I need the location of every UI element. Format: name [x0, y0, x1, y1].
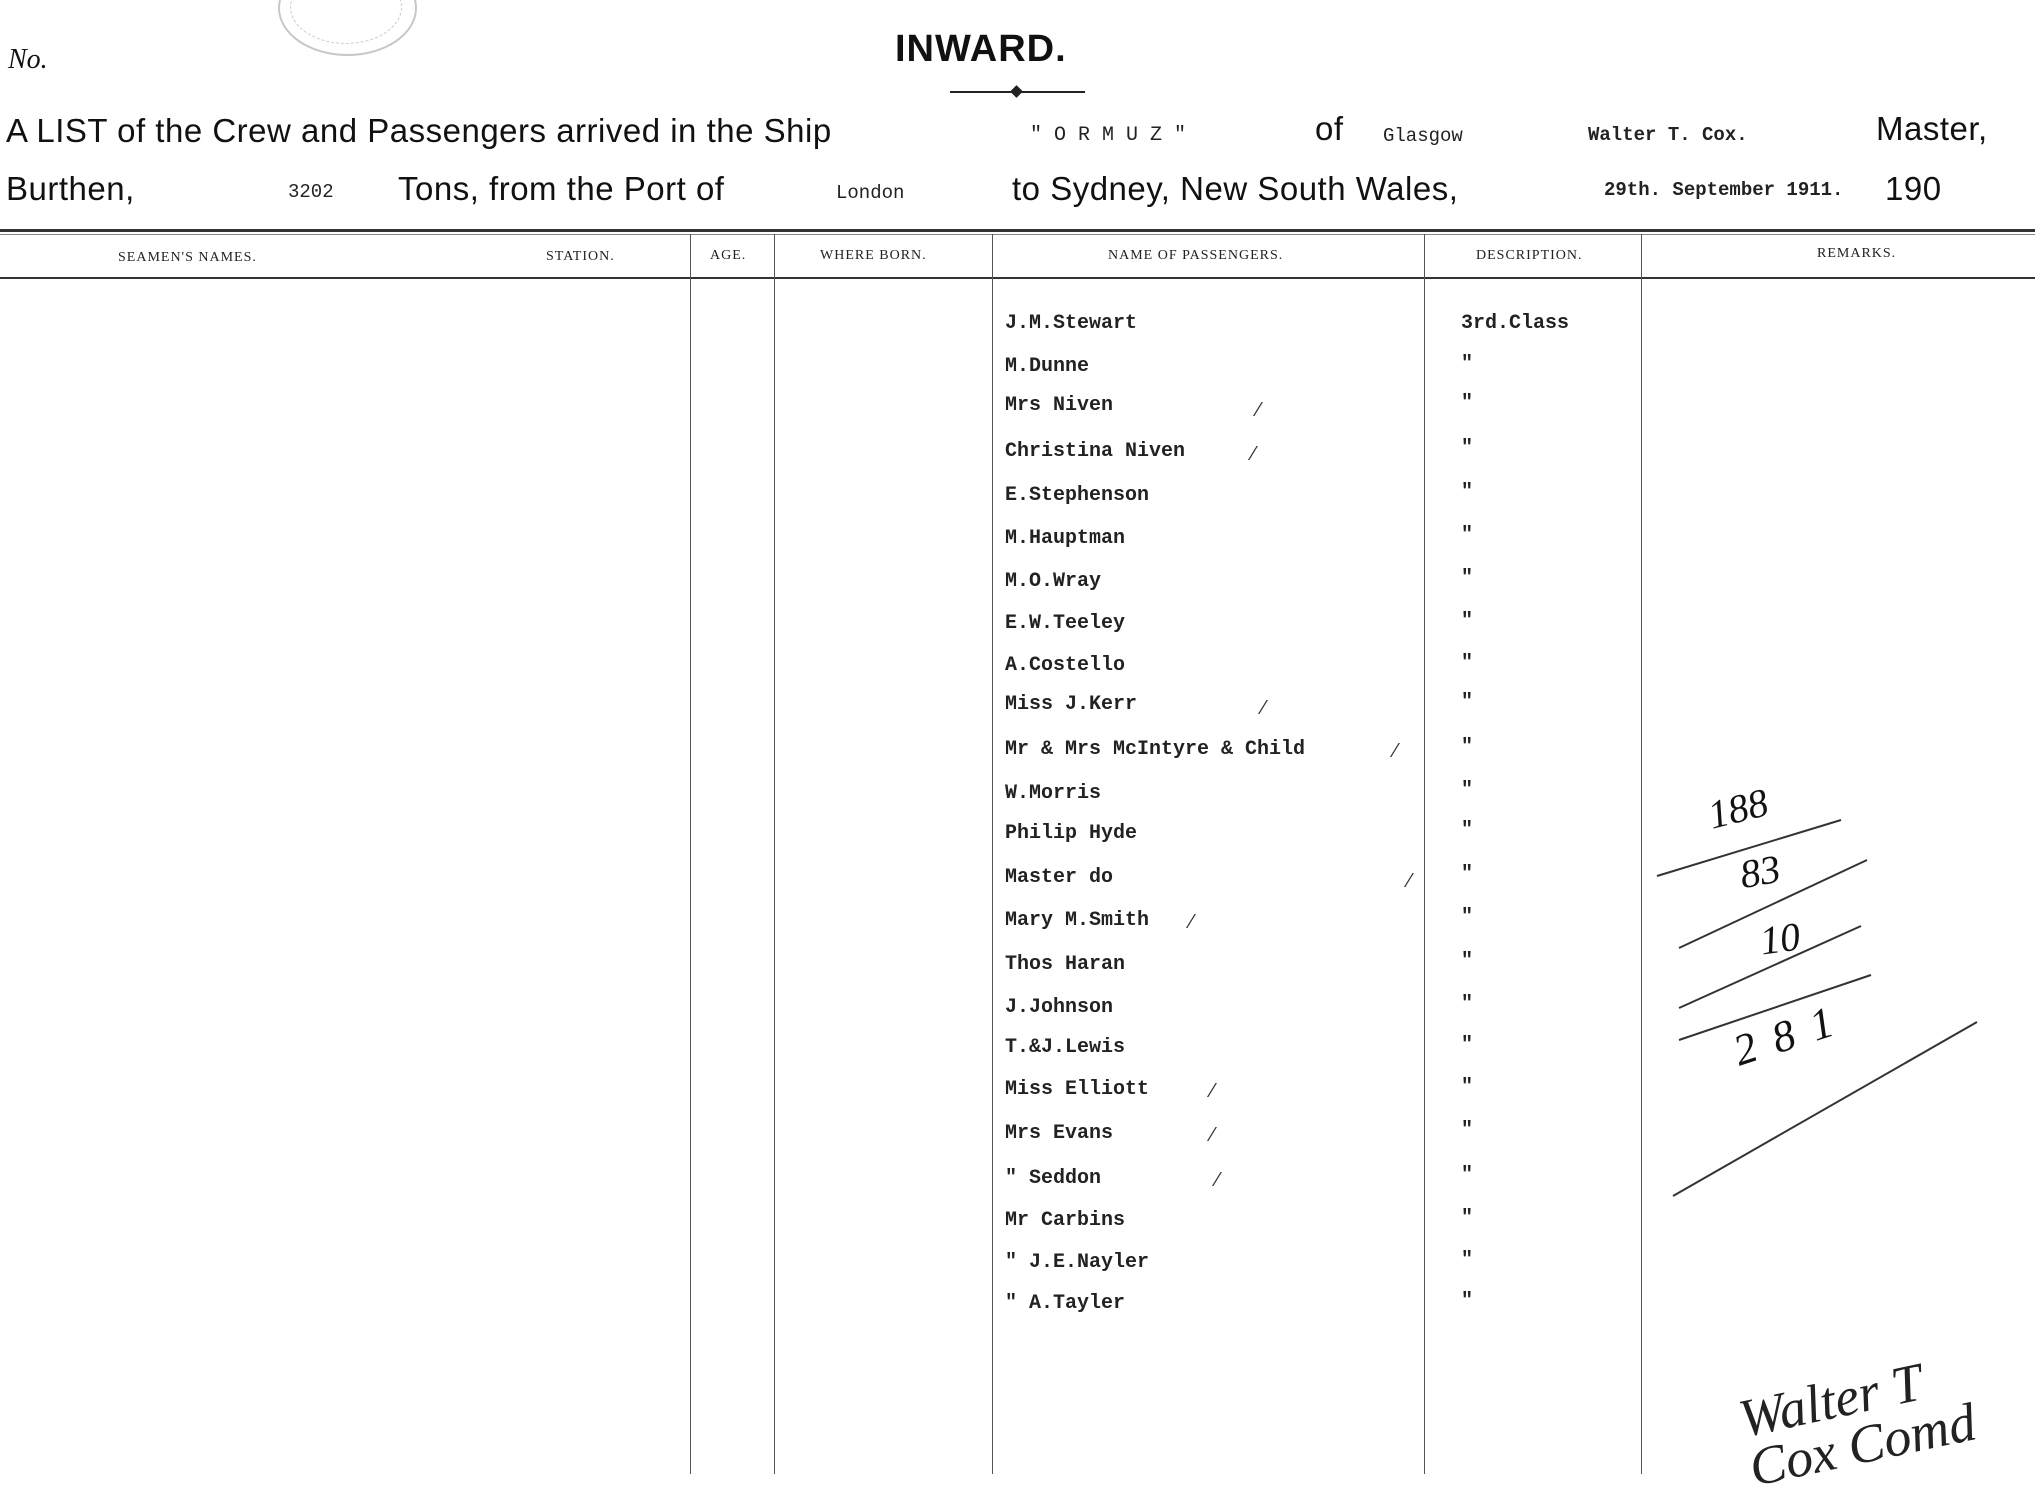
master-name: Walter T. Cox. [1588, 124, 1748, 146]
passenger-description: " [1461, 1207, 1474, 1230]
tons-from-label: Tons, from the Port of [398, 170, 725, 207]
passenger-name: Miss Elliott [1005, 1078, 1150, 1101]
header-description: DESCRIPTION. [1476, 248, 1583, 263]
check-mark: ⁄ [1262, 697, 1266, 719]
passenger-name: J.M.Stewart [1005, 312, 1138, 335]
passenger-description: " [1461, 524, 1474, 547]
passenger-description: " [1461, 906, 1474, 929]
master-label: Master, [1876, 110, 1988, 147]
tally-value: 83 [1736, 845, 1784, 898]
passenger-description: " [1461, 652, 1474, 675]
master-signature: Walter T Cox Comd [1733, 1351, 1981, 1498]
check-mark: ⁄ [1408, 870, 1412, 892]
check-mark: ⁄ [1252, 443, 1256, 465]
passenger-name: " J.E.Nayler [1005, 1251, 1150, 1274]
header-age: AGE. [710, 248, 747, 263]
passenger-name: W.Morris [1005, 782, 1102, 805]
passenger-description: " [1461, 863, 1474, 886]
header-remarks: REMARKS. [1817, 246, 1897, 261]
remarks-tally-strokes [1641, 760, 1981, 1200]
check-mark: ⁄ [1211, 1080, 1215, 1102]
passenger-description: " [1461, 1119, 1474, 1142]
passenger-description: " [1461, 691, 1474, 714]
passenger-description: " [1461, 1034, 1474, 1057]
table-top-rule-thin [0, 234, 2035, 235]
year-prefix: 190 [1885, 170, 1942, 207]
passenger-description: " [1461, 1249, 1474, 1272]
passenger-description: " [1461, 819, 1474, 842]
table-top-rule [0, 229, 2035, 232]
passenger-name: Master do [1005, 866, 1114, 889]
passenger-description: 3rd.Class [1461, 312, 1570, 335]
header-station: STATION. [546, 249, 615, 264]
header-seamens-names: SEAMEN'S NAMES. [118, 250, 257, 265]
check-mark: ⁄ [1257, 399, 1261, 421]
passenger-description: " [1461, 481, 1474, 504]
passenger-description: " [1461, 1290, 1474, 1313]
passenger-name: M.Hauptman [1005, 527, 1126, 550]
passenger-name: J.Johnson [1005, 996, 1114, 1019]
header-bottom-rule [0, 277, 2035, 279]
passenger-name: Mr Carbins [1005, 1209, 1126, 1232]
passenger-description: " [1461, 736, 1474, 759]
check-mark: ⁄ [1190, 911, 1194, 933]
heading-ornament-diamond [1010, 85, 1023, 98]
passenger-name: Miss J.Kerr [1005, 693, 1138, 716]
passenger-description: " [1461, 993, 1474, 1016]
destination-label: to Sydney, New South Wales, [1012, 170, 1459, 207]
passenger-description: " [1461, 392, 1474, 415]
origin-port: London [836, 182, 905, 204]
passenger-description: " [1461, 779, 1474, 802]
column-divider [992, 234, 993, 1474]
column-divider [774, 234, 775, 1474]
passenger-name: Christina Niven [1005, 440, 1186, 463]
passenger-name: Mary M.Smith [1005, 909, 1150, 932]
passenger-name: E.Stephenson [1005, 484, 1150, 507]
passenger-name: A.Costello [1005, 654, 1126, 677]
passenger-name: E.W.Teeley [1005, 612, 1126, 635]
passenger-description: " [1461, 567, 1474, 590]
arrival-date: 29th. September 1911. [1604, 179, 1844, 201]
header-passenger-names: NAME OF PASSENGERS. [1108, 248, 1284, 263]
inward-heading: INWARD. [895, 28, 1067, 70]
list-title-text: A LIST of the Crew and Passengers arrived in the Ship [6, 112, 832, 149]
passenger-name: T.&J.Lewis [1005, 1036, 1126, 1059]
passenger-description: " [1461, 950, 1474, 973]
passenger-description: " [1461, 1164, 1474, 1187]
column-divider [690, 234, 691, 1474]
check-mark: ⁄ [1211, 1124, 1215, 1146]
passenger-name: " Seddon [1005, 1167, 1102, 1190]
tally-value: 281 [1727, 991, 1857, 1076]
tally-value: 10 [1757, 913, 1803, 964]
passenger-description: " [1461, 353, 1474, 376]
column-divider [1424, 234, 1425, 1474]
passenger-name: Mrs Evans [1005, 1122, 1114, 1145]
ship-name: " O R M U Z " [1030, 124, 1187, 147]
tally-value: 188 [1703, 779, 1773, 838]
port-of-registry: Glasgow [1383, 125, 1463, 147]
burthen-label: Burthen, [6, 170, 135, 207]
of-label: of [1315, 110, 1344, 147]
passenger-name: Philip Hyde [1005, 822, 1138, 845]
passenger-name: M.Dunne [1005, 355, 1090, 378]
passenger-name: Mrs Niven [1005, 394, 1114, 417]
passenger-name: " A.Tayler [1005, 1292, 1126, 1315]
passenger-description: " [1461, 1076, 1474, 1099]
passenger-name: M.O.Wray [1005, 570, 1102, 593]
number-label: No. [8, 44, 48, 75]
passenger-description: " [1461, 437, 1474, 460]
passenger-name: Mr & Mrs McIntyre & Child [1005, 738, 1306, 761]
check-mark: ⁄ [1394, 740, 1398, 762]
passenger-description: " [1461, 610, 1474, 633]
passenger-name: Thos Haran [1005, 953, 1126, 976]
header-where-born: WHERE BORN. [820, 248, 927, 263]
check-mark: ⁄ [1216, 1169, 1220, 1191]
tonnage-value: 3202 [288, 181, 334, 203]
